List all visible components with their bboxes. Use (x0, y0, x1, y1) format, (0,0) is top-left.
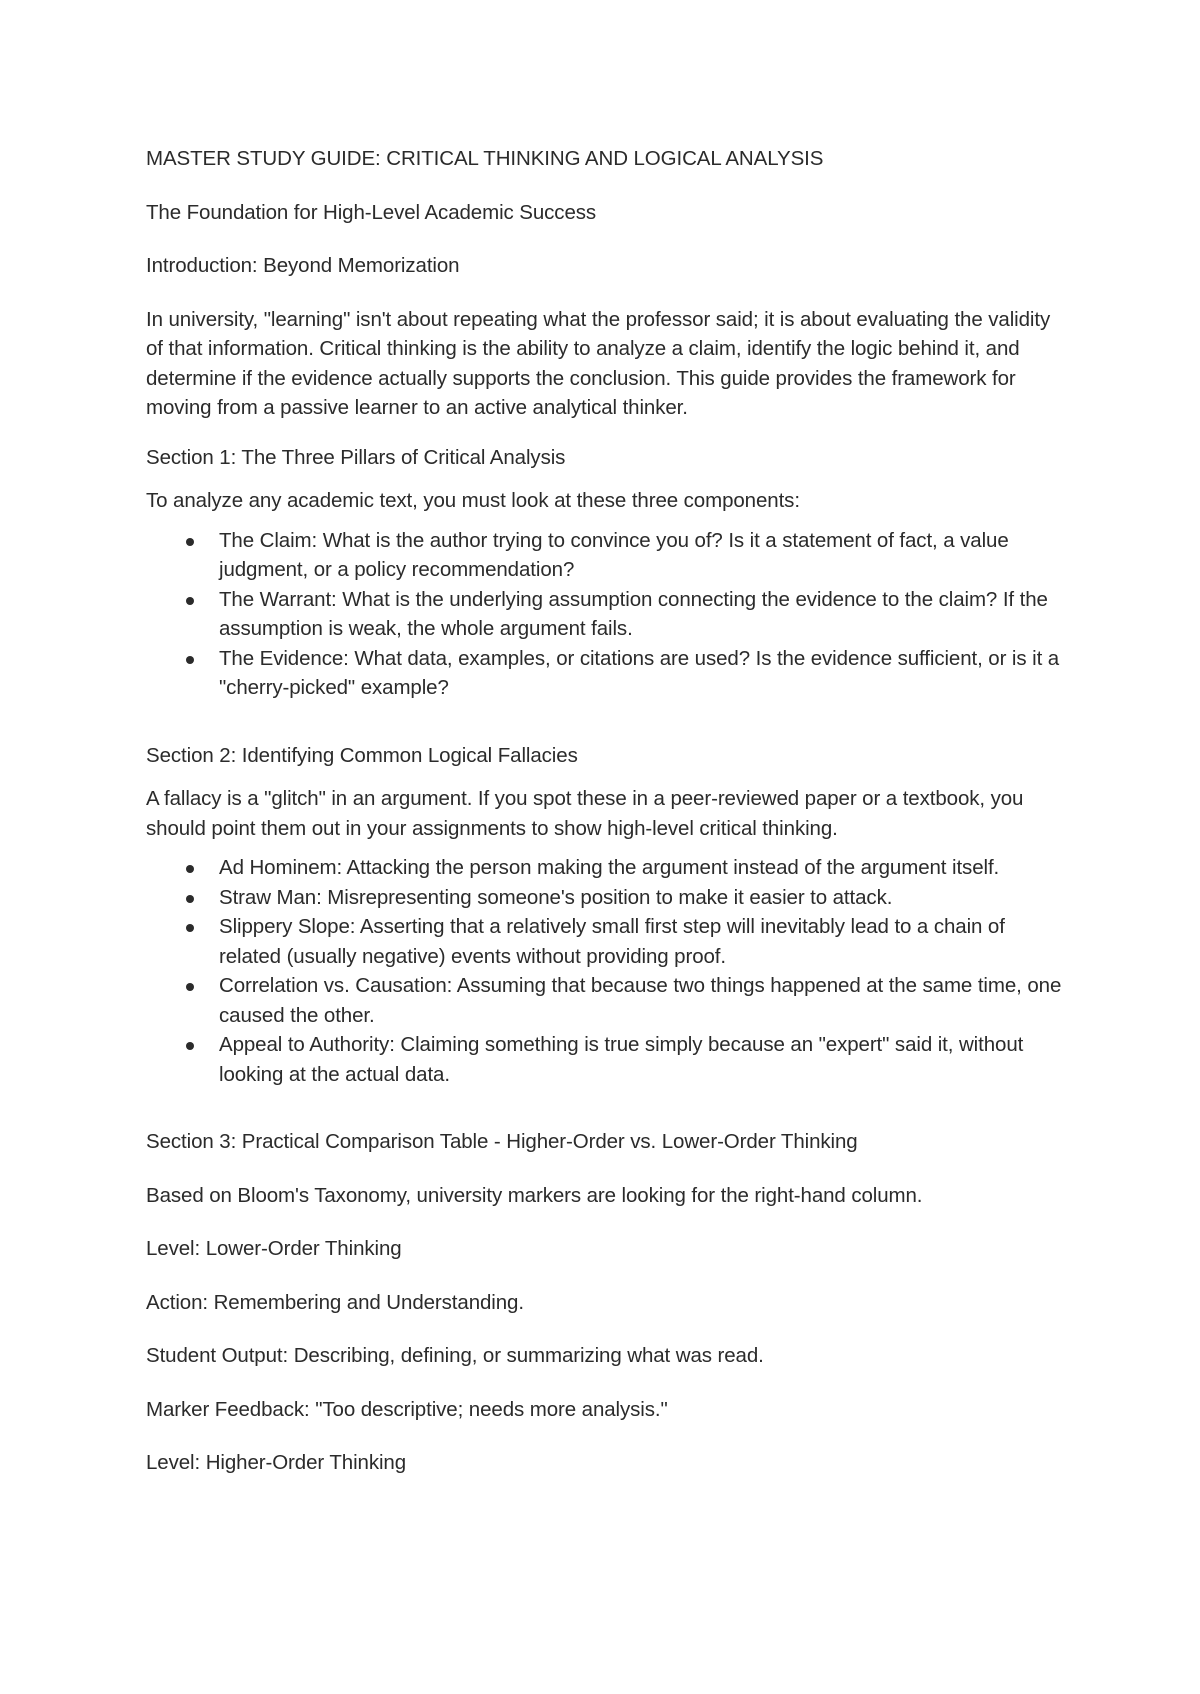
section3-intro: Based on Bloom's Taxonomy, university markers are looking for the right-hand column. (146, 1183, 923, 1207)
list-item-text: The Claim: What is the author trying to convince you of? Is it a statement of fact, a value judgment, or a policy recommendation? (219, 528, 1009, 581)
list-item (146, 644, 1066, 703)
list-item (146, 912, 1066, 971)
list-item-text: Straw Man: Misrepresenting someone's position to make it easier to attack. (219, 885, 893, 909)
list-item-text: Correlation vs. Causation: Assuming that because two things happened at the same time, one caused the other. (219, 974, 1062, 1027)
list-item (146, 853, 1066, 883)
section3-heading: Section 3: Practical Comparison Table - Higher-Order vs. Lower-Order Thinking (146, 1130, 858, 1153)
bullet-icon (186, 597, 194, 605)
list-item-text: Appeal to Authority: Claiming something is true simply because an "expert" said it, without looking at the actual data. (219, 1033, 1024, 1086)
section1-lead: To analyze any academic text, you must look at these three components: (146, 489, 800, 512)
section1-list (146, 526, 1066, 703)
section2-heading: Section 2: Identifying Common Logical Fallacies (146, 743, 578, 767)
bullet-icon (186, 538, 194, 546)
list-item (146, 1030, 1066, 1089)
document-page (146, 144, 1066, 1502)
bullet-icon (186, 924, 194, 932)
bullet-icon (186, 1042, 194, 1050)
section2-lead: A fallacy is a "glitch" in an argument. If you spot these in a peer-reviewed paper or a textbook, you should point them out in your assignments to show high-level critical thinking. (146, 787, 1024, 840)
list-item (146, 971, 1066, 1030)
list-item (146, 526, 1066, 585)
section2-list (146, 853, 1066, 1089)
table-action-lower: Action: Remembering and Understanding. (146, 1290, 524, 1314)
list-item-text: Ad Hominem: Attacking the person making the argument instead of the argument itself. (219, 856, 1000, 879)
list-item (146, 883, 1066, 913)
table-feedback-lower: Marker Feedback: "Too descriptive; needs more analysis." (146, 1397, 668, 1421)
bullet-icon (186, 983, 194, 991)
bullet-icon (186, 656, 194, 664)
table-output-lower: Student Output: Describing, defining, or summarizing what was read. (146, 1344, 764, 1367)
document-title: MASTER STUDY GUIDE: CRITICAL THINKING AND LOGICAL ANALYSIS (146, 147, 824, 170)
list-item-text: Slippery Slope: Asserting that a relatively small first step will inevitably lead to a chain of related (usually negative) events without providing proof. (219, 915, 1005, 968)
list-item-text: The Evidence: What data, examples, or citations are used? Is the evidence sufficient, or is it a "cherry-picked" example? (219, 646, 1060, 699)
table-level-higher: Level: Higher-Order Thinking (146, 1451, 407, 1474)
bullet-icon (186, 895, 194, 903)
table-level-lower: Level: Lower-Order Thinking (146, 1237, 402, 1260)
intro-heading: Introduction: Beyond Memorization (146, 254, 460, 277)
intro-paragraph: In university, "learning" isn't about repeating what the professor said; it is about evaluating the validity of that information. Critical thinking is the ability to analyze a claim, identify the logic behind it, and determine if the evidence actually supports the conclusion. This guide provides the framework for moving from a passive learner to an active analytical thinker. (146, 307, 1051, 419)
section1-heading: Section 1: The Three Pillars of Critical Analysis (146, 445, 566, 469)
document-subtitle: The Foundation for High-Level Academic Success (146, 200, 597, 224)
list-item-text: The Warrant: What is the underlying assumption connecting the evidence to the claim? If the assumption is weak, the whole argument fails. (219, 587, 1048, 640)
bullet-icon (186, 865, 194, 873)
list-item (146, 585, 1066, 644)
